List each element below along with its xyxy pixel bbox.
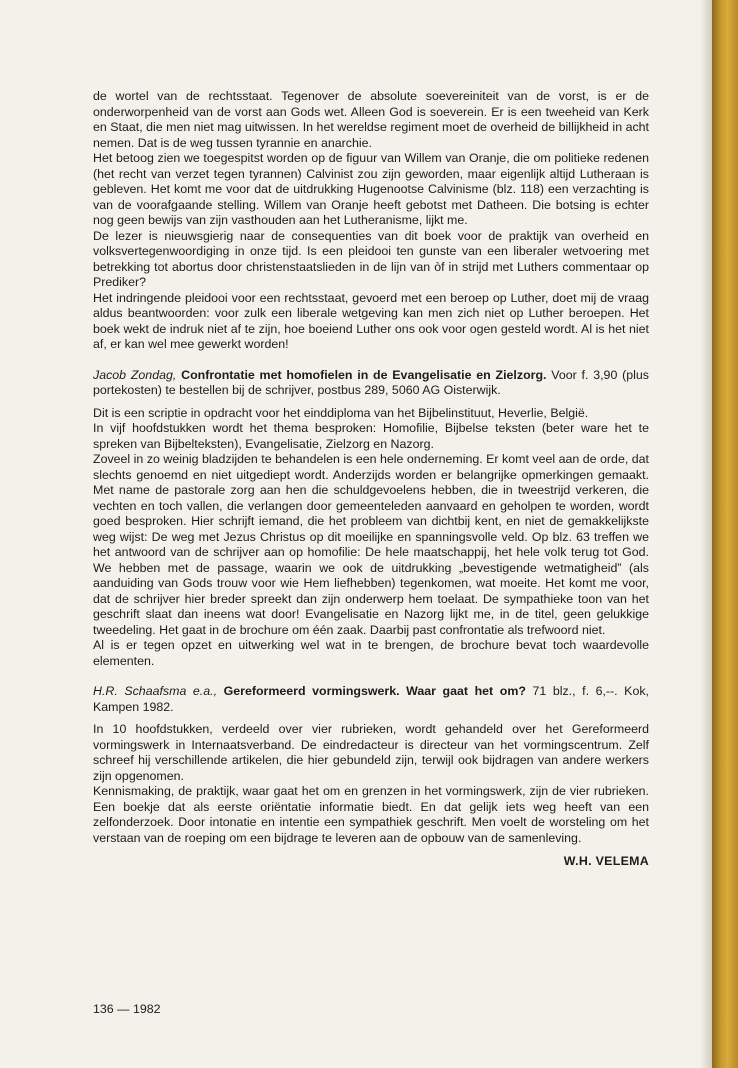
review2-paragraph-1: Dit is een scriptie in opdracht voor het einddiploma van het Bijbelinstituut, Heverlie, België. — [93, 405, 589, 420]
book-spine — [712, 0, 738, 1068]
review3-heading — [93, 684, 649, 715]
review2-details: Voor f. 3,90 (plus portekosten) te bestellen bij de schrijver, postbus 289, 5060 AG Oisterwijk. — [93, 367, 649, 397]
review2-heading — [93, 368, 649, 399]
review1-paragraph-4: Het indringende pleidooi voor een rechtsstaat, gevoerd met een beroep op Luther, doet mij de vraag aldus beantwoorden: voor zulk een liberale wetgeving kan men zich niet op Luther beroepen. Het boek wekt de indruk niet af te zijn, hoe boeiend Luther ons ook voor ogen gesteld wordt. Al is het niet af, er kan wel mee gewerkt worden! — [93, 290, 649, 351]
review2-author: Jacob Zondag, — [93, 367, 177, 382]
review2-paragraph-4: Al is er tegen opzet en uitwerking wel wat in te brengen, de brochure bevat toch waardevolle elementen. — [93, 638, 649, 668]
page-text-column — [93, 89, 649, 870]
review2-paragraph-2: In vijf hoofdstukken wordt het thema besproken: Homofilie, Bijbelse teksten (beter ware het te spreken van Bijbelteksten), Evangelisatie, Zielzorg en Nazorg. — [93, 421, 649, 451]
review2-title: Confrontatie met homofielen in de Evangelisatie en Zielzorg. — [181, 367, 547, 382]
review3-title: Gereformeerd vormingswerk. Waar gaat het om? — [223, 684, 526, 698]
signature: W.H. VELEMA — [563, 854, 649, 868]
heading-gap — [93, 715, 649, 722]
section-gap — [93, 669, 649, 684]
heading-gap — [93, 399, 649, 406]
review1-paragraph-1: de wortel van de rechtsstaat. Tegenover de absolute soevereiniteit van de vorst, is er de onderworpenheid van de vorst aan Gods wet. Alleen God is soeverein. Er is een tweeheid van Kerk en Staat, die men niet mag uitwissen. In het wereldse regiment moet de overheid de billijkheid in acht nemen. Dat is de weg tussen tyrannie en anarchie. — [93, 89, 649, 150]
review3-paragraph-2: Kennismaking, de praktijk, waar gaat het om en grenzen in het vormingswerk, zijn de vier rubrieken. Een boekje dat als eerste oriëntatie informatie biedt. En dat gelijk iets weg heeft van een zelfonderzoek. Door intonatie en intentie een sympathiek geschrift. Men voelt de worsteling om het verstaan van de roeping om een bijdrage te leveren aan de opbouw van de samenleving. — [93, 784, 649, 845]
review1-paragraph-3: De lezer is nieuwsgierig naar de consequenties van dit boek voor de praktijk van overheid en volksvertegenwoordiging in onze tijd. Is een pleidooi ten gunste van een liberaler wetvoering met betrekking tot abortus door christenstaatslieden in de lijn van òf in strijd met Luthers commentaar op Prediker? — [93, 228, 649, 289]
page-footer: 136 — 1982 — [93, 1002, 161, 1016]
review3-paragraph-1: In 10 hoofdstukken, verdeeld over vier rubrieken, wordt gehandeld over het Gereformeerd vormingswerk in Internaatsverband. De eindredacteur is directeur van het vormingscentrum. Zelf schreef hij verschillende artikelen, die hier gebundeld zijn, terwijl ook bijdragen van andere werkers zijn opgenomen. — [93, 722, 649, 783]
review1-paragraph-2: Het betoog zien we toegespitst worden op de figuur van Willem van Oranje, die om politieke redenen (het recht van verzet tegen tyrannen) Calvinist zou zijn geworden, maar eigenlijk altijd Lutheraan is gebleven. Het komt me voor dat de uitdrukking Hugenootse Calvinisme (blz. 118) een verzachting is van de voorafgaande stelling. Willem van Oranje heeft gebotst met Datheen. Die botsing is echter nog geen bewijs van zijn vasthouden aan het Lutheranisme, lijkt me. — [93, 151, 649, 227]
review3-details: 71 blz., f. 6,--. Kok, Kampen 1982. — [93, 684, 649, 714]
section-gap — [93, 353, 649, 368]
review2-paragraph-3: Zoveel in zo weinig bladzijden te behandelen is een hele onderneming. Er komt veel aan de orde, dat slechts genoemd en niet uitgediept wordt. Anderzijds worden er belangrijke opmerkingen gemaakt. Met name de pastorale zorg aan hen die schuldgevoelens hebben, die in tweestrijd verkeren, die vechten en toch vallen, die verlangen door gemeenteleden aanvaard en geholpen te worden, wordt goed besproken. Hier schrijft iemand, die het probleem van dichtbij kent, en niet de gemakkelijkste weg wijst: De weg met Jezus Christus op dit moeilijke en spanningsvolle veld. Op blz. 63 treffen we het antwoord van de schrijver aan op homofilie: De hele maatschappij, het hele volk terug tot God. We hebben met de passage, waarin we ook de uitdrukking „bevestigende wetmatigheid” (als aanduiding van Gods trouw voor wie Hem liefhebben) tegenkomen, wat moeite. Het komt me voor, dat de schrijver hier breder spreekt dan zijn onderwerp hem toelaat. De sympathieke toon van het geschrift slaat dan ineens wat door! Evangelisatie en Nazorg lijkt me, in de titel, geen gelukkige tweedeling. Het gaat in de brochure om één zaak. Daarbij past confrontatie als trefwoord niet. — [93, 452, 649, 637]
review3-author: H.R. Schaafsma e.a., — [93, 684, 218, 698]
page-gutter-shadow — [700, 0, 712, 1068]
